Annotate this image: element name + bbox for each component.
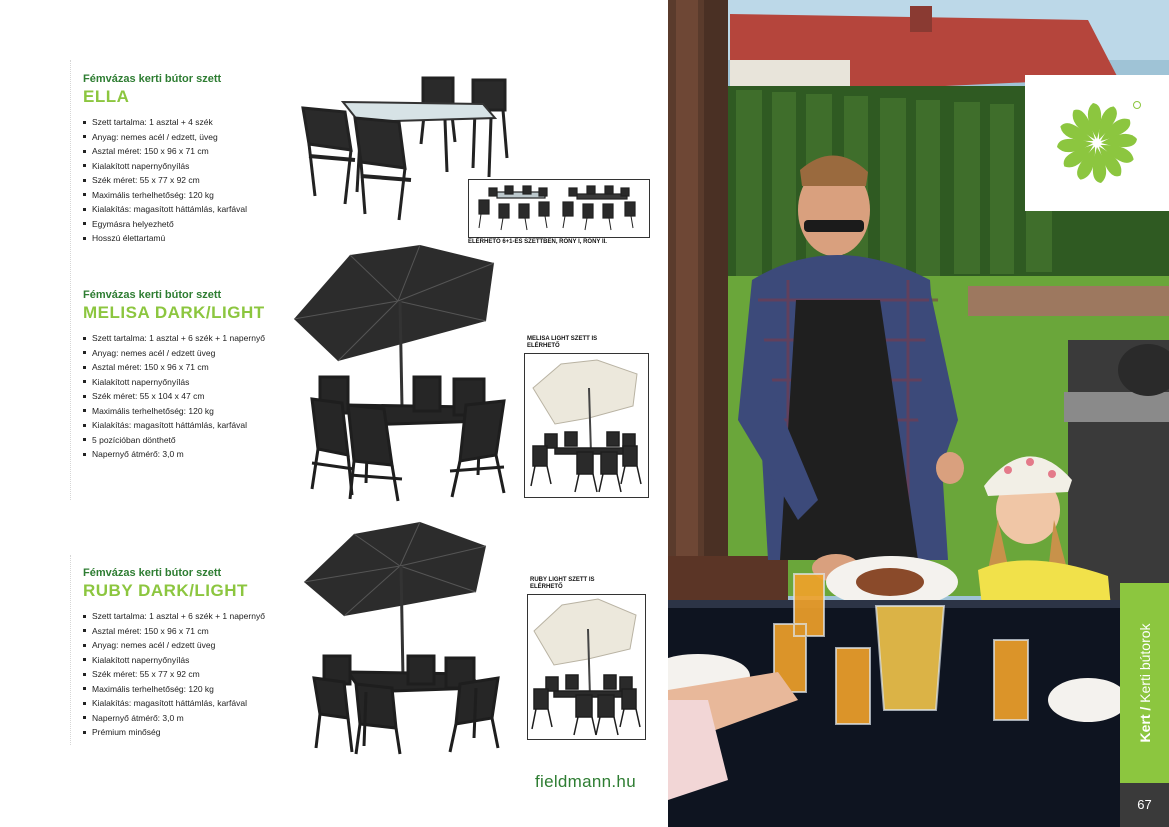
page-number: 67 (1137, 797, 1152, 812)
spec-item: Szett tartalma: 1 asztal + 6 szék + 1 napernyő (83, 331, 265, 346)
spec-item: Szék méret: 55 x 104 x 47 cm (83, 389, 265, 404)
spec-item: Asztal méret: 150 x 96 x 71 cm (83, 360, 265, 375)
product-title: MELISA DARK/LIGHT (83, 303, 265, 322)
section-tab-bold: Kert / (1136, 706, 1153, 743)
melisa-light-image (525, 354, 648, 497)
product-ella (83, 73, 247, 246)
spec-item: Kialakítás: magasított háttámlás, karfával (83, 418, 265, 433)
variant-sets-image (469, 180, 649, 237)
spec-item: Maximális terhelhetőség: 120 kg (83, 404, 265, 419)
caption-line: ELÉRHETŐ (527, 343, 560, 349)
brand-logo-box (1025, 75, 1169, 211)
spec-item: Anyag: nemes acél / edzett üveg (83, 638, 265, 653)
ruby-inset-caption (530, 577, 595, 591)
spec-item: 5 pozícióban dönthető (83, 433, 265, 448)
margin-rule (70, 60, 71, 500)
spec-item: Maximális terhelhetőség: 120 kg (83, 188, 247, 203)
spec-item: Napernyő átmérő: 3,0 m (83, 447, 265, 462)
spec-item: Szett tartalma: 1 asztal + 6 szék + 1 napernyő (83, 609, 265, 624)
product-subtitle: Fémvázas kerti bútor szett (83, 567, 222, 579)
ruby-light-inset (527, 594, 646, 740)
ruby-light-image (528, 595, 645, 739)
product-ruby (83, 567, 265, 740)
spec-item: Asztal méret: 150 x 96 x 71 cm (83, 144, 247, 159)
ella-inset-caption: ELÉRHETŐ 6+1-ES SZETTBEN, RONY I, RONY II. (468, 239, 607, 245)
fieldmann-logo-icon (1025, 75, 1169, 211)
ruby-set-image (300, 520, 515, 755)
spec-item: Napernyő átmérő: 3,0 m (83, 711, 265, 726)
spec-item: Egymásra helyezhető (83, 217, 247, 232)
spec-item: Hosszú élettartamú (83, 231, 247, 246)
website-url[interactable]: fieldmann.hu (535, 772, 636, 791)
section-tab-rest: Kerti bútorok (1136, 623, 1153, 707)
spec-item: Prémium minőség (83, 725, 265, 740)
spec-item: Kialakítás: magasított háttámlás, karfával (83, 202, 247, 217)
melisa-inset-caption (527, 336, 597, 350)
spec-item: Anyag: nemes acél / edzett üveg (83, 346, 265, 361)
caption-line: MELISA LIGHT SZETT IS (527, 336, 598, 342)
spec-list (83, 331, 265, 462)
spec-list (83, 115, 247, 246)
product-title: ELLA (83, 87, 130, 106)
spec-item: Kialakítás: magasított háttámlás, karfával (83, 696, 265, 711)
melisa-set-image (290, 243, 520, 505)
ella-variants-inset (468, 179, 650, 238)
spec-item: Szett tartalma: 1 asztal + 4 szék (83, 115, 247, 130)
spec-item: Szék méret: 55 x 77 x 92 cm (83, 173, 247, 188)
product-melisa (83, 289, 265, 462)
spec-item: Maximális terhelhetőség: 120 kg (83, 682, 265, 697)
product-subtitle: Fémvázas kerti bútor szett (83, 73, 222, 85)
section-tab-label (1120, 583, 1169, 783)
spec-item: Anyag: nemes acél / edzett, üveg (83, 130, 247, 145)
melisa-light-inset (524, 353, 649, 498)
margin-rule (70, 555, 71, 745)
product-title: RUBY DARK/LIGHT (83, 581, 248, 600)
spec-item: Kialakított napernyőnyílás (83, 375, 265, 390)
caption-line: RUBY LIGHT SZETT IS (530, 577, 595, 583)
spec-item: Kialakított napernyőnyílás (83, 653, 265, 668)
spec-item: Kialakított napernyőnyílás (83, 159, 247, 174)
spec-list (83, 609, 265, 740)
spec-item: Szék méret: 55 x 77 x 92 cm (83, 667, 265, 682)
spec-item: Asztal méret: 150 x 96 x 71 cm (83, 624, 265, 639)
caption-line: ELÉRHETŐ (530, 584, 563, 590)
product-subtitle: Fémvázas kerti bútor szett (83, 289, 222, 301)
